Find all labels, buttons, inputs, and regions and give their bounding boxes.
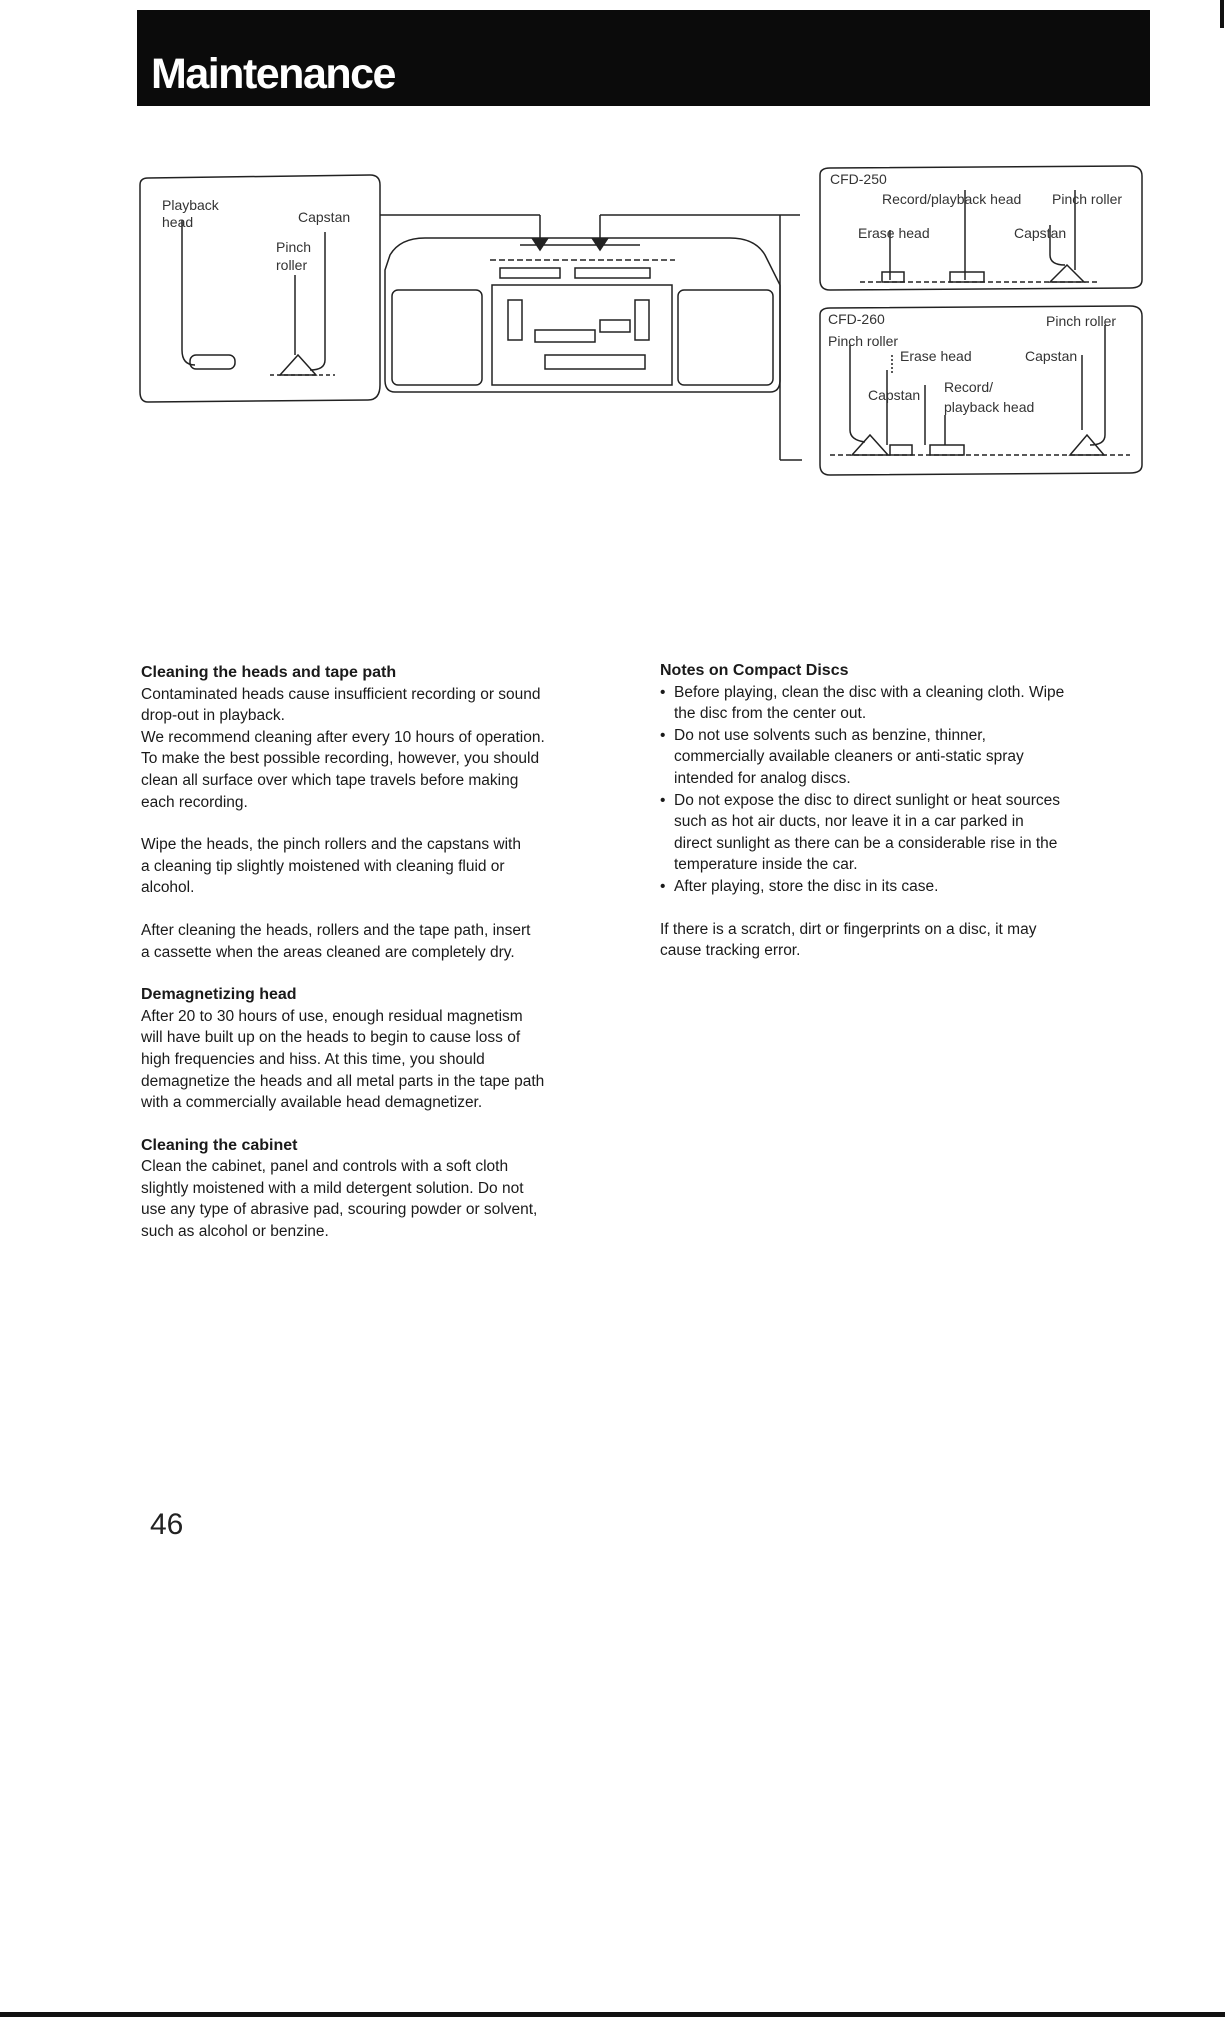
cfd250-model-label: CFD-250 [830,171,887,187]
edge-mark [1220,0,1224,28]
bullet-icon: • [660,877,666,895]
list-item [660,725,1140,790]
label-playback-head-2: head [162,214,194,230]
cfd260-pinch-roller-right-label: Pinch roller [1046,313,1117,329]
cfd260-record-head-icon [930,445,964,455]
cleaning-heads-line: clean all surface over which tape travels before making [141,771,519,789]
cleaning-heads-heading: Cleaning the heads and tape path [141,664,397,681]
cleaning-heads-line: drop-out in playback. [141,707,285,725]
cfd260-capstan-right-label: Capstan [1025,348,1078,364]
list-item [660,790,1140,876]
cleaning-heads-line: Contaminated heads cause insufficient recording or sound [141,685,541,703]
playback-head-icon [190,355,235,369]
label-pinch-roller-2: roller [276,257,308,273]
demagnetizing-line: with a commercially available head demagnetizer. [141,1094,483,1112]
cabinet-line: slightly moistened with a mild detergent solution. Do not [141,1179,524,1197]
after-cleaning-line: a cassette when the areas cleaned are completely dry. [141,943,515,961]
bullet-icon: • [660,683,666,701]
cabinet-heading: Cleaning the cabinet [141,1136,298,1154]
cfd260-record-playback-label-1: Record/ [944,379,994,395]
demagnetizing-line: will have built up on the heads to begin to cause loss of [141,1029,521,1047]
label-pinch-roller-1: Pinch [276,239,312,255]
left-speaker [392,290,482,385]
bullet-icon: • [660,791,666,809]
wipe-heads-line: a cleaning tip slightly moistened with cleaning fluid or [141,857,505,875]
bullet-line: After playing, store the disc in its case. [674,877,939,895]
bullet-line: intended for analog discs. [674,769,851,787]
cabinet-line: such as alcohol or benzine. [141,1223,329,1241]
cfd260-model-label: CFD-260 [828,311,885,327]
list-item [660,682,1140,725]
after-cleaning-line: After cleaning the heads, rollers and the tape path, insert [141,921,531,939]
cfd260-pinch-roller-left-label: Pinch roller [828,333,899,349]
demagnetizing-heading: Demagnetizing head [141,986,297,1004]
bullet-line: temperature inside the car. [674,856,858,874]
demagnetizing-line: After 20 to 30 hours of use, enough residual magnetism [141,1007,523,1025]
pinch-roller-icon [280,355,316,375]
cfd260-record-playback-label-2: playback head [944,399,1035,415]
label-playback-head-1: Playback [162,197,219,213]
wipe-heads-line: alcohol. [141,879,195,897]
cleaning-heads-line: We recommend cleaning after every 10 hours of operation. [141,728,545,746]
cleaning-heads-line: To make the best possible recording, however, you should [141,750,540,768]
closing-line: cause tracking error. [660,942,801,960]
closing-line: If there is a scratch, dirt or fingerprints on a disc, it may [660,920,1037,938]
cfd260-left-pinch-roller-icon [852,435,888,455]
cfd250-pinch-roller-label: Pinch roller [1052,191,1123,207]
demagnetizing-line: demagnetize the heads and all metal parts in the tape path [141,1072,545,1090]
bullet-icon: • [660,726,666,744]
cabinet-line: Clean the cabinet, panel and controls with a soft cloth [141,1158,509,1176]
bullet-line: Before playing, clean the disc with a cleaning cloth. Wipe [674,683,1065,701]
cleaning-heads-line: each recording. [141,793,248,811]
cfd250-record-playback-label: Record/playback head [882,191,1022,207]
list-item [660,876,1140,898]
bullet-line: such as hot air ducts, nor leave it in a car parked in [674,813,1024,831]
cfd250-erase-head-label: Erase head [858,225,930,241]
bullet-line: Do not use solvents such as benzine, thinner, [674,726,986,744]
cfd260-erase-head-label: Erase head [900,348,972,364]
cabinet-line: use any type of abrasive pad, scouring powder or solvent, [141,1201,538,1219]
wipe-heads-line: Wipe the heads, the pinch rollers and the capstans with [141,836,521,854]
page-title: Maintenance [151,50,395,98]
cfd260-erase-head-icon [890,445,912,455]
title-bar [137,10,1150,106]
bottom-rule [0,2012,1225,2017]
cd-notes-list [660,682,1140,898]
cfd260-capstan-left-label: Capstan [868,387,921,403]
cfd250-erase-head-icon [882,272,904,282]
demagnetizing-line: high frequencies and hiss. At this time, you should [141,1050,485,1068]
right-column [660,660,1140,962]
page-number: 46 [150,1508,184,1541]
bullet-line: the disc from the center out. [674,705,867,723]
bullet-line: direct sunlight as there can be a considerable rise in the [674,834,1058,852]
left-column [141,662,636,1243]
cfd250-pinch-roller-icon [1050,265,1084,282]
bullet-line: commercially available cleaners or anti-static spray [674,748,1024,766]
tape-path-diagram [130,160,1150,590]
right-speaker [678,290,773,385]
cfd260-right-pinch-roller-icon [1070,435,1104,455]
label-capstan: Capstan [298,209,351,225]
cfd250-capstan-label: Capstan [1014,225,1067,241]
bullet-line: Do not expose the disc to direct sunlight or heat sources [674,791,1060,809]
cfd250-record-head-icon [950,272,984,282]
cd-notes-heading: Notes on Compact Discs [660,662,849,679]
